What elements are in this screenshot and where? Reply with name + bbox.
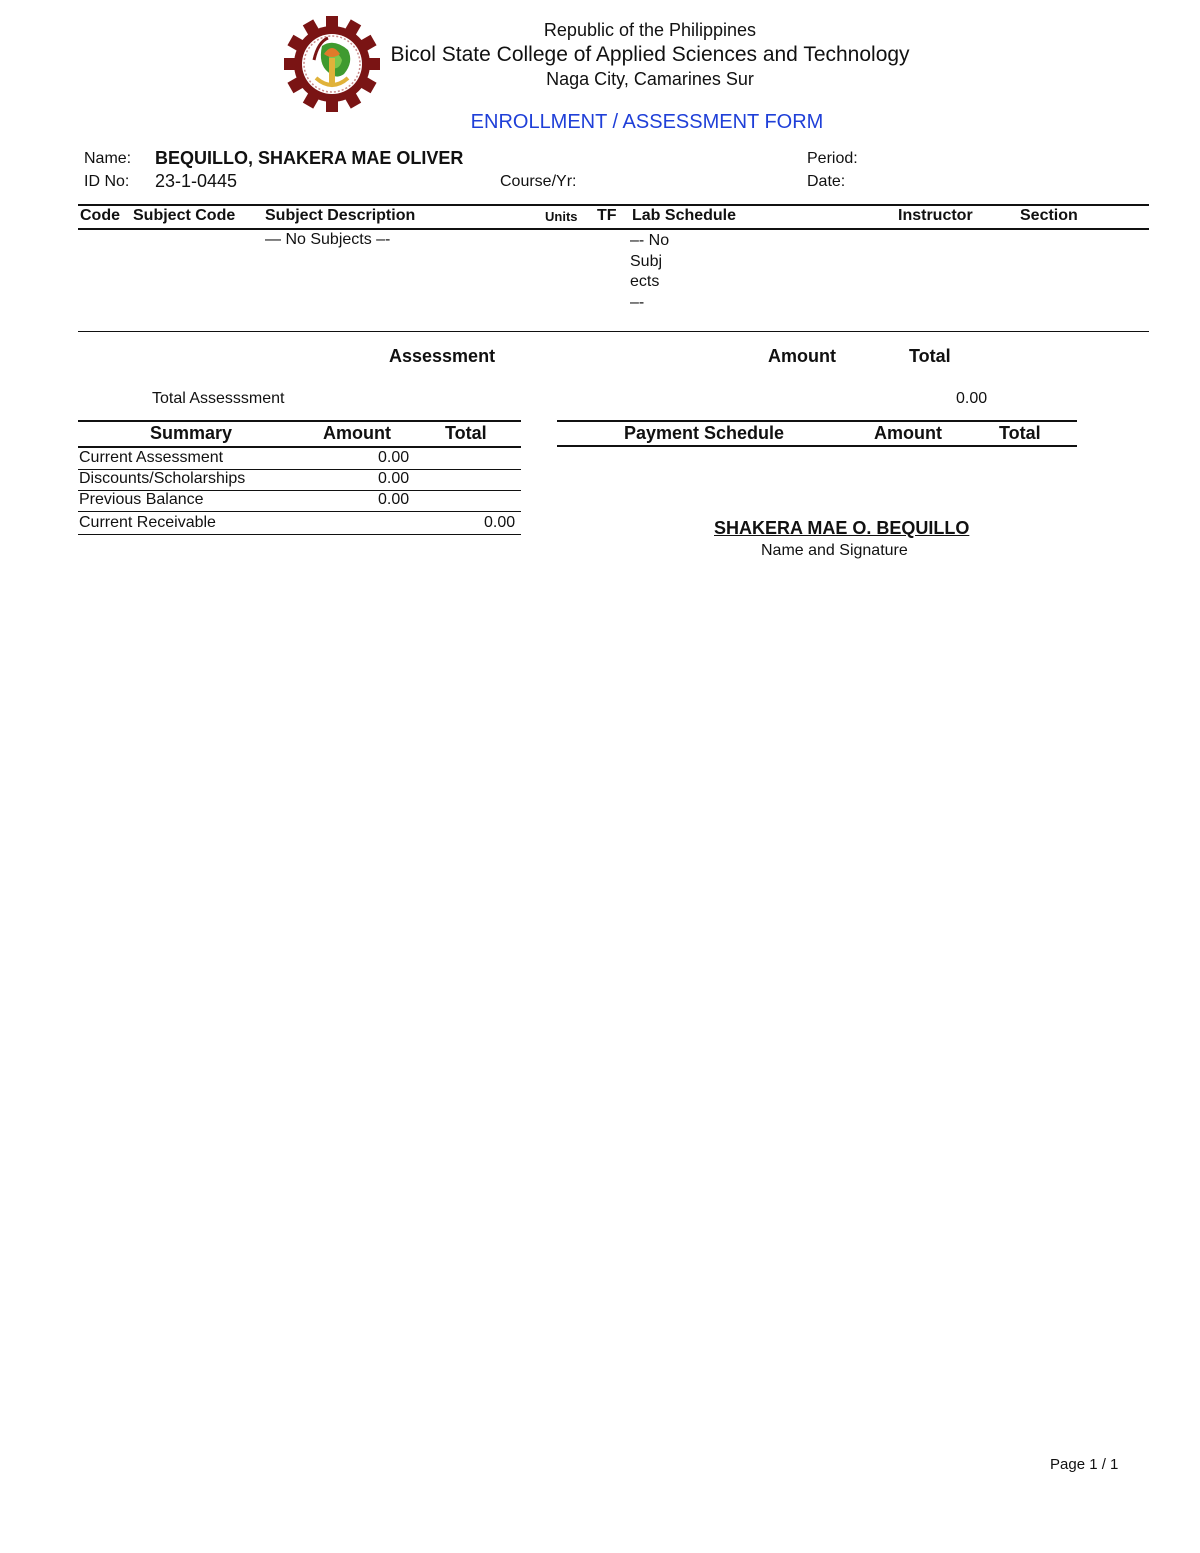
summary-row-amount: 0.00 [378, 449, 410, 466]
assessment-total-heading: Total [909, 346, 951, 366]
col-section: Section [1020, 207, 1078, 224]
summary-row-amount: 0.00 [378, 470, 410, 487]
date-label: Date: [807, 173, 846, 190]
period-label: Period: [807, 150, 858, 167]
assessment-heading: Assessment [389, 346, 496, 366]
payment-header-rule [557, 445, 1077, 447]
col-code: Code [80, 207, 120, 224]
table-header-rule [78, 228, 1149, 230]
table-top-rule [78, 204, 1149, 206]
no-subjects-description: — No Subjects –- [265, 231, 391, 248]
signature-name: SHAKERA MAE O. BEQUILLO [714, 518, 970, 538]
student-id: 23-1-0445 [155, 171, 238, 191]
assessment-amount-heading: Amount [768, 346, 836, 366]
college-location: Naga City, Camarines Sur [546, 69, 754, 89]
id-label: ID No: [84, 173, 130, 190]
college-name: Bicol State College of Applied Sciences and Technology [390, 43, 910, 66]
payment-amount-heading: Amount [874, 423, 942, 443]
summary-header-rule [78, 446, 521, 448]
col-lab-schedule: Lab Schedule [632, 207, 737, 224]
summary-amount-heading: Amount [323, 423, 391, 443]
republic-text: Republic of the Philippines [543, 20, 757, 40]
col-units: Units [545, 209, 578, 224]
col-tf: TF [597, 207, 617, 224]
summary-row-rule [78, 511, 521, 512]
total-assessment-label: Total Assesssment [152, 390, 285, 407]
summary-row-label: Previous Balance [79, 491, 204, 508]
page-number: Page 1 / 1 [1050, 1456, 1119, 1473]
summary-bottom-rule [78, 534, 521, 535]
no-subjects-tf: –- No Subjects –- [630, 232, 670, 311]
student-name: BEQUILLO, SHAKERA MAE OLIVER [155, 148, 464, 168]
col-instructor: Instructor [898, 207, 973, 224]
summary-row-label: Current Assessment [79, 449, 224, 466]
summary-row-label: Discounts/Scholarships [79, 470, 246, 487]
form-title: ENROLLMENT / ASSESSMENT FORM [470, 111, 824, 133]
signature-caption: Name and Signature [761, 542, 908, 559]
course-label: Course/Yr: [500, 173, 577, 190]
name-label: Name: [84, 150, 132, 167]
summary-row-total: 0.00 [484, 514, 516, 531]
payment-total-heading: Total [999, 423, 1041, 443]
summary-total-heading: Total [445, 423, 487, 443]
summary-heading: Summary [150, 423, 233, 443]
summary-top-rule [78, 420, 521, 422]
col-subject-code: Subject Code [133, 207, 236, 224]
summary-row-amount: 0.00 [378, 491, 410, 508]
table-bottom-rule [78, 331, 1149, 332]
col-subject-description: Subject Description [265, 207, 416, 224]
payment-top-rule [557, 420, 1077, 422]
summary-row-label: Current Receivable [79, 514, 216, 531]
payment-schedule-heading: Payment Schedule [624, 423, 785, 443]
total-assessment-value: 0.00 [956, 390, 988, 407]
